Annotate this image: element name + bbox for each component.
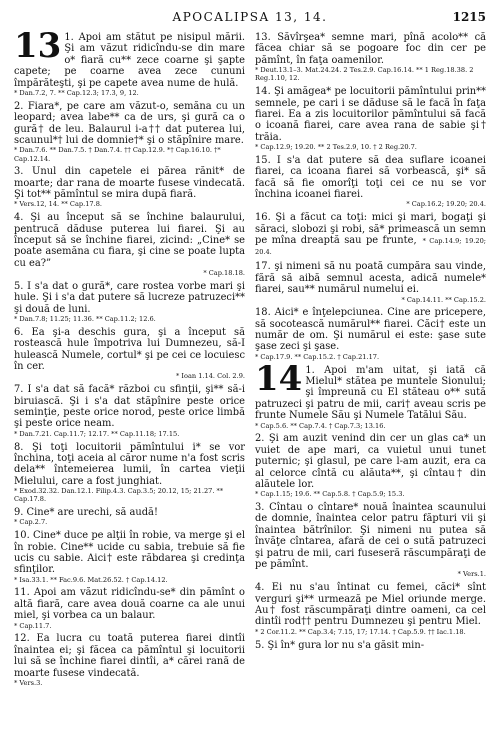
verse	[14, 530, 245, 584]
cross-reference: * Deut.13.1–3. Mat.24.24. 2 Tes.2.9. Cap.16.14. ** 1 Reg.18.38. 2 Reg.1.10, 12.	[255, 66, 474, 83]
verse-text: 3. Cîntau o cîntare* nouă înaintea scaunului de domnie, înaintea celor patru făpturi vii şi înaintea bătrînilor. Şi nimeni nu putea să învăţe cîntarea, afară de cei o sută patruzeci şi patru de mii, cari fuseseră răscumpăraţi de pe pămînt.	[255, 502, 486, 571]
verse-text: 15. I s'a dat putere să dea suflare icoanei fiarei, ca icoana fiarei să vorbească, şi* să facă să fie omorîţi toţi cei ce nu se vor închina icoanei fiarei.	[255, 154, 486, 201]
page-header	[14, 10, 486, 32]
cross-reference: * Exod.32.32. Dan.12.1. Filip.4.3. Cap.3.5; 20.12, 15; 21.27. ** Cap.17.8.	[14, 487, 224, 504]
verse	[255, 155, 486, 209]
verse	[14, 442, 245, 504]
chapter-number: 13	[14, 26, 62, 66]
verse-text: 5. Şi în* gura lor nu s'a găsit min-	[255, 639, 425, 651]
verse	[14, 587, 245, 629]
verse-text: 10. Cine* duce pe alţii în robie, va merge şi el în robie. Cine** ucide cu sabia, trebuie să fie ucis cu sabie. Aici† este răbdarea şi credinţa sfinţilor.	[14, 530, 245, 576]
verse	[255, 32, 486, 83]
verse-text: 14. Şi amăgea* pe locuitorii pămîntului prin** semnele, pe cari i se dăduse să le facă în faţa fiarei. Ea a zis locuitorilor pămîntului să facă o icoană fiarei, care avea rana de sabie şi† trăia.	[255, 86, 486, 143]
verse-text: 7. I s'a dat să facă* război cu sfinţii, şi** să-i biruiască. Şi i s'a dat stăpînire peste orice seminţie, peste orice norod, peste orice limbă şi peste orice neam.	[14, 384, 245, 430]
page-number: 1215	[452, 10, 486, 24]
chapter-number: 14	[255, 358, 303, 399]
verse	[255, 640, 486, 651]
cross-reference: * Cap.12.9; 19.20. ** 2 Tes.2.9, 10. † 2 Reg.20.7.	[255, 143, 417, 152]
cross-reference: * Cap.18.18.	[203, 269, 245, 278]
right-column	[255, 32, 486, 691]
cross-reference: * Ioan 1.14. Col. 2.9.	[175, 372, 245, 381]
verse-text: 6. Ea şi-a deschis gura, şi a început să rostească hule împotriva lui Dumnezeu, să-I hulească Numele, cortul* şi pe cei ce locuiesc în cer.	[14, 326, 245, 373]
text-columns	[14, 26, 486, 691]
verse	[14, 633, 245, 687]
cross-reference: * Cap.11.7.	[14, 621, 52, 630]
verse-text: 8. Şi toţi locuitorii pămîntului i* se vor închina, toţi aceia al căror nume n'a fost scris dela** întemeierea lumii, în cartea vieţii Mielului, care a fost junghiat.	[14, 441, 245, 487]
running-title: APOCALIPSA 13, 14.	[172, 10, 328, 24]
cross-reference: * Cap.5.6. ** Cap.7.4. † Cap.7.3; 13.16.	[255, 421, 386, 430]
verse	[255, 502, 486, 579]
cross-reference: * Dan.7.21. Cap.11.7; 12.17. ** Cap.11.18; 17.15.	[14, 429, 180, 438]
cross-reference: * Dan.7.8; 11.25; 11.36. ** Cap.11.2; 12.6.	[14, 315, 156, 324]
verse-text: 1. Apoi m'am uitat, şi iată că Mielul* stătea pe muntele Sionului; şi împreună cu El stăteau o** sută patruzeci şi patru de mii, cari† aveau scris pe frunte Numele Său şi Numele Tatălui Său.	[255, 364, 486, 422]
verse-text: 11. Apoi am văzut ridicîndu-se* din pămînt o altă fiară, care avea două coarne ca ale unui miel, şi vorbea ca un balaur.	[14, 587, 245, 622]
verse	[255, 582, 486, 636]
verse-text: 13. Săvîrşea* semne mari, pînă acolo** că făcea chiar să se pogoare foc din cer pe pămînt, în faţa oamenilor.	[255, 32, 486, 66]
verse-text: 2. Şi am auzit venind din cer un glas ca* un vuiet de ape mari, ca vuietul unui tunet puternic; şi glasul, pe care l-am auzit, era ca al celorce cîntă cu alăuta**, şi cîntau† din alăutele lor.	[255, 433, 486, 490]
verse	[14, 507, 245, 527]
cross-reference: * Vers.12, 14. ** Cap.17.8.	[14, 200, 103, 209]
verse	[14, 327, 245, 381]
left-column	[14, 26, 245, 691]
verse-text: 5. I s'a dat o gură*, care rostea vorbe mari şi hule. Şi i s'a dat putere să lucreze patruzeci** şi două de luni.	[14, 280, 245, 315]
verse	[255, 358, 486, 430]
verse	[14, 101, 245, 163]
cross-reference: * Isa.33.1. ** Fac.9.6. Mat.26.52. † Cap.14.12.	[14, 575, 168, 584]
cross-reference: * Cap.14.9; 19.20; 20.4.	[255, 237, 486, 257]
verse-text: 18. Aici* e înţelepciunea. Cine are pricepere, să socotească numărul** fiarei. Căci† este un număr de om. Şi numărul ei este: şase sute şase zeci şi şase.	[255, 307, 486, 353]
verse	[255, 212, 486, 258]
verse-text: 4. Şi au început să se închine balaurului, pentrucă dăduse puterea lui fiarei. Şi au început să se închine fiarei, zicind: „Cine* se poate asemăna cu fiara, şi cine se poate lupta cu ea?”	[14, 212, 245, 269]
cross-reference: * Cap.16.2; 19.20; 20.4.	[406, 200, 486, 209]
verse-text: 3. Unul din capetele ei părea rănit* de moarte; dar rana de moarte fusese vindecată. Şi tot** pămîntul se mira după fiară.	[14, 166, 245, 201]
verse	[14, 26, 245, 98]
cross-reference: * Cap.1.15; 19.6. ** Cap.5.8. † Cap.5.9; 15.3.	[255, 490, 405, 499]
verse	[14, 212, 245, 277]
verse	[255, 307, 486, 361]
cross-reference: * Dan.7.2, 7. ** Cap.12.3; 17.3, 9, 12.	[14, 89, 139, 98]
cross-reference: * Vers.3.	[14, 679, 43, 688]
cross-reference: * 2 Cor.11.2. ** Cap.3.4; 7.15, 17; 17.14. † Cap.5.9. †† Iac.1.18.	[255, 627, 466, 636]
cross-reference: * Cap.14.11. ** Cap.15.2.	[401, 295, 486, 304]
verse	[255, 86, 486, 151]
verse-text: 2. Fiara*, pe care am văzut-o, semăna cu un leopard; avea labe** ca de urs, şi gură ca o gură† de leu. Balaurul i-a†† dat puterea lui, scaunul*† lui de domnie†* şi o stăpînire mare.	[14, 100, 245, 146]
verse	[255, 433, 486, 498]
cross-reference: * Cap.2.7.	[14, 518, 48, 527]
verse	[14, 166, 245, 208]
verse-text: 4. Ei nu s'au întinat cu femei, căci* sînt verguri şi** urmează pe Miel oriunde merge. Au† fost răscumpăraţi dintre oameni, ca cel dintîi rod†† pentru Dumnezeu şi pentru Miel.	[255, 582, 486, 628]
verse-text: 16. Şi a făcut ca toţi: mici şi mari, bogaţi şi săraci, slobozi şi robi, să* primească un semn pe mîna dreaptă sau pe frunte,	[255, 212, 486, 246]
verse-text: 1. Apoi am stătut pe nisipul mării. Şi am văzut ridicîndu-se din mare o* fiară cu** zece coarne şi şapte capete; pe coarne avea zece cununi împărăteşti, şi pe capete avea nume de hulă.	[14, 32, 245, 89]
verse-text: 9. Cine* are urechi, să audă!	[14, 507, 158, 519]
cross-reference: * Dan.7.6. ** Dan.7.5. † Dan.7.4. †† Cap.12.9. *† Cap.16.10. †* Cap.12.14.	[14, 146, 221, 163]
cross-reference: * Cap.17.9. ** Cap.15.2. † Cap.21.17.	[255, 352, 380, 361]
verse-text: 17. şi nimeni să nu poată cumpăra sau vinde, fără să aibă semnul acesta, adică numele* fiarei, sau** numărul numelui ei.	[255, 261, 486, 296]
cross-reference: * Vers.1.	[457, 570, 486, 579]
verse	[14, 281, 245, 323]
verse	[14, 384, 245, 438]
verse-text: 12. Ea lucra cu toată puterea fiarei dintîi înaintea ei; şi făcea ca pămîntul şi locuitorii lui să se închine fiarei dintîi, a* cărei rană de moarte fusese vindecată.	[14, 633, 245, 679]
verse	[255, 261, 486, 303]
